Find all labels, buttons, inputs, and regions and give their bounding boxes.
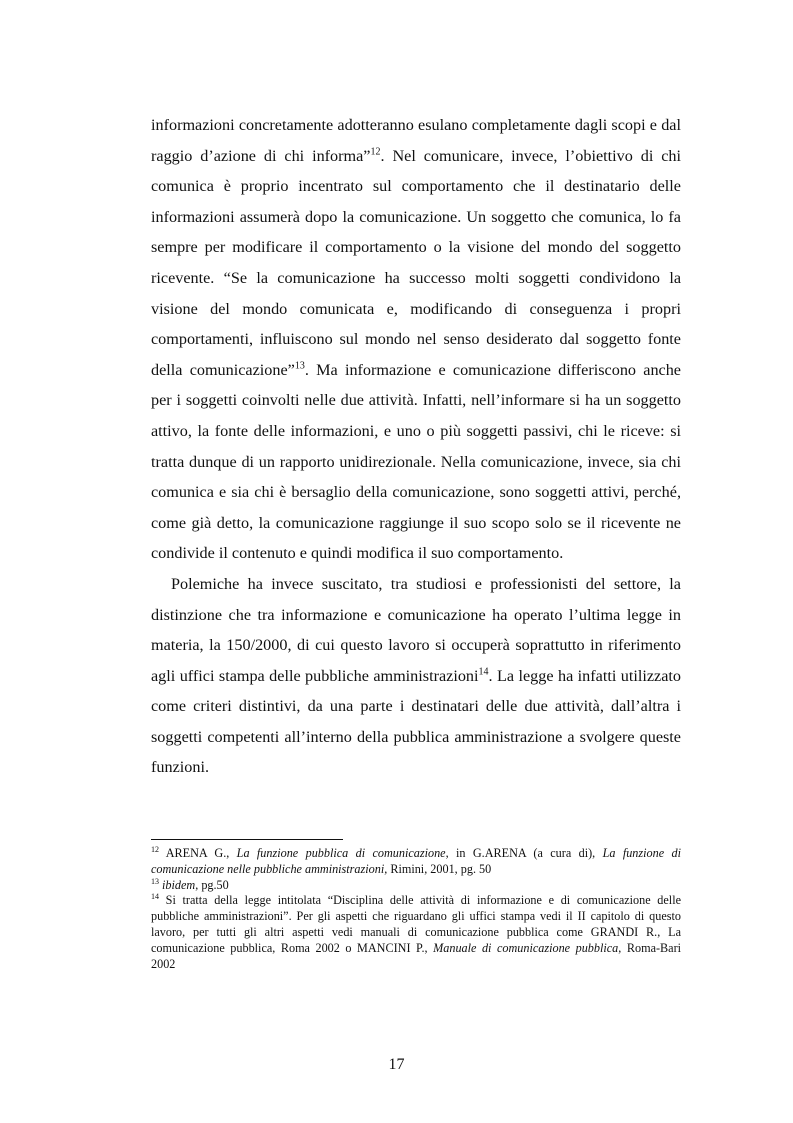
footnote-13-ibidem: ibidem [159,877,196,892]
footnote-14-number: 14 [151,892,159,902]
footnote-ref-12: 12 [370,146,381,158]
footnote-12-text-a: ARENA G., [159,846,237,860]
footnote-12-text-c: Rimini, 2001, pg. 50 [387,861,492,876]
footnote-13-number: 13 [151,876,159,886]
paragraph-2-text-a: Polemiche ha invece suscitato, tra studiosi e professionisti del settore, la distinzione che tra informazione e comunicazione ha operato l’ultima legge in materia, la 150/2000, di cui questo lavoro si occuperà soprattutto in riferimento agli uffici stampa delle pubbliche amministrazioni [151,574,681,685]
paragraph-1-text-c: . Ma informazione e comunicazione differiscono anche per i soggetti coinvolti nelle due attività. Infatti, nell’informare si ha un soggetto attivo, la fonte delle informazioni, e uno o più soggetti passivi, chi le riceve: si tratta dunque di un rapporto unidirezionale. Nella comunicazione, invece, sia chi comunica e sia chi è bersaglio della comunicazione, sono soggetti attivi, perché, come già detto, la comunicazione raggiunge il suo scopo solo se il ricevente ne condivide il contenuto e quindi modifica il suo comportamento. [151,360,681,563]
footnote-14-title: Manuale di comunicazione pubblica [433,940,619,955]
paragraph-2 [151,569,681,783]
footnote-12 [151,846,681,878]
footnote-ref-13: 13 [294,360,305,372]
paragraph-1 [151,110,681,569]
footnote-14-text-b: , Roma-Bari 2002 [151,940,682,971]
footnote-12-number: 12 [151,844,159,854]
footnote-12-title-1: La funzione pubblica di comunicazione [236,846,446,860]
footnotes [151,846,681,972]
paragraph-1-text-b: . Nel comunicare, invece, l’obiettivo di chi comunica è proprio incentrato sul comportamento che il destinatario delle informazioni assumerà dopo la comunicazione. Un soggetto che comunica, lo fa sempre per modificare il comportamento o la visione del mondo del soggetto ricevente. “Se la comunicazione ha successo molti soggetti condividono la visione del mondo comunicata e, modificando di conseguenza i propri comportamenti, influiscono sul mondo nel senso desiderato dal soggetto fonte della comunicazione” [151,146,681,379]
footnote-ref-14: 14 [478,666,489,678]
footnote-14 [151,893,681,972]
paragraph-1-text-a: informazioni concretamente adotteranno esulano completamente dagli scopi e dal raggio d’azione di chi informa” [151,116,681,165]
page-number: 17 [388,1056,405,1073]
footnote-14-text-a: Si tratta della legge intitolata “Disciplina delle attività di informazione e di comunicazione delle pubbliche amministrazioni”. Per gli aspetti che riguardano gli uffici stampa vedi il II capitolo di questo lavoro, per tutti gli altri aspetti vedi manuali di comunicazione pubblica come GRANDI R., La comunicazione pubblica, Roma 2002 o MANCINI P., [151,893,681,955]
paragraph-2-text-b: . La legge ha infatti utilizzato come criteri distintivi, da una parte i destinatari delle due attività, dall’altra i soggetti competenti all’interno della pubblica amministrazione a svolgere queste funzioni. [151,666,681,777]
footnote-13 [151,878,681,894]
footnote-separator [151,839,343,840]
footnote-13-text: , pg.50 [195,877,229,892]
body-text [151,110,681,783]
footnote-12-title-2: La funzione di comunicazione nelle pubbliche amministrazioni, [151,846,681,876]
footnote-12-text-b: , in G.ARENA (a cura di), [445,846,603,860]
